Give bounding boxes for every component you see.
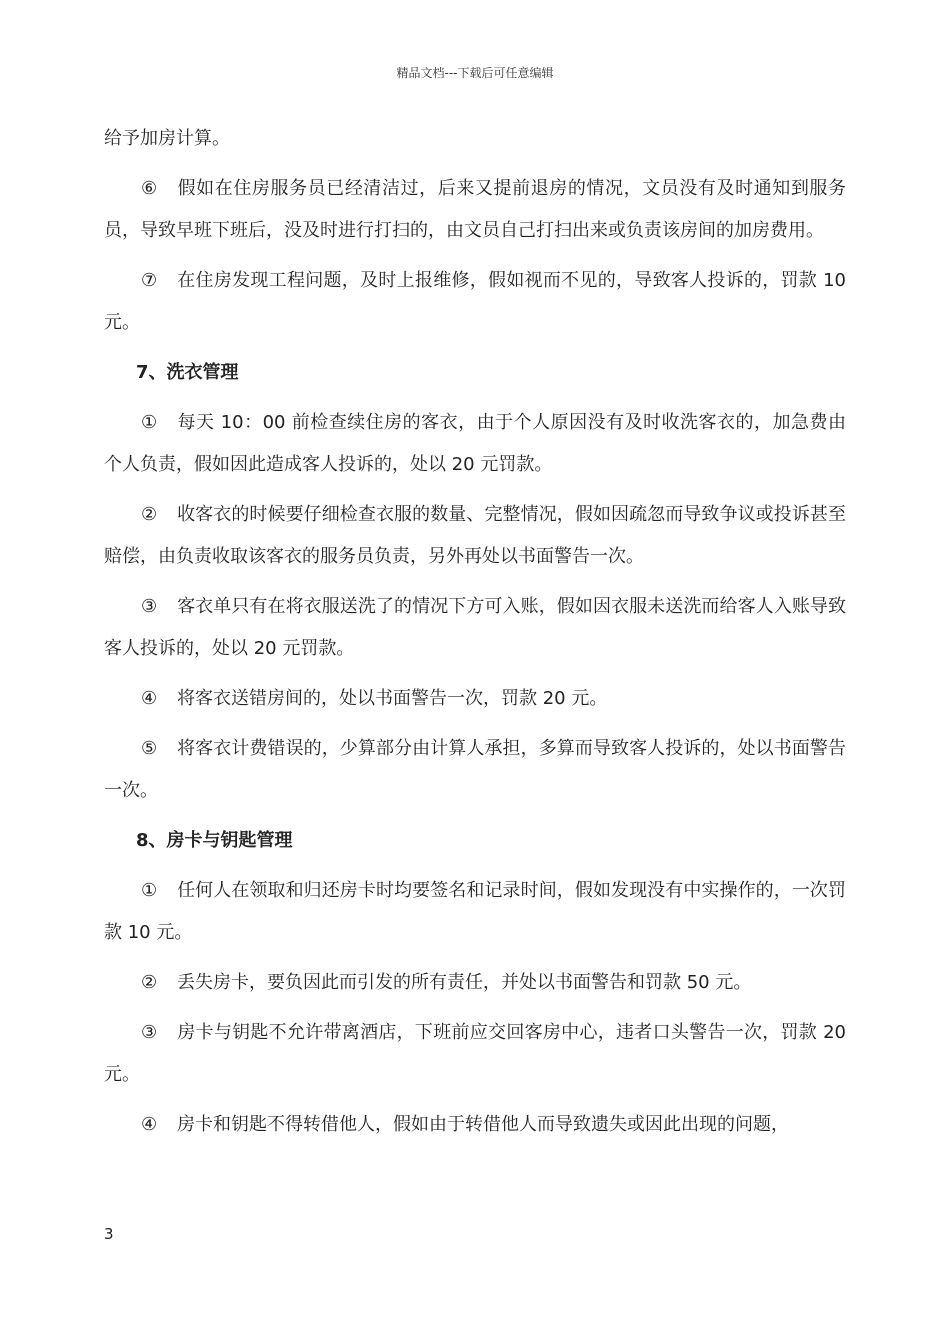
item-text: 将客衣送错房间的，处以书面警告一次，罚款 20 元。	[177, 688, 608, 709]
item-number: ④	[141, 688, 158, 709]
section-heading: 7、洗衣管理	[136, 362, 239, 383]
item-number: ④	[141, 1114, 158, 1135]
item-text: 在住房发现工程问题，及时上报维修，假如视而不见的，导致客人投诉的，罚款 10 元。	[104, 270, 846, 333]
page-header: 精品文档---下载后可任意编辑	[396, 66, 554, 80]
list-item	[104, 260, 846, 344]
item-text: 客衣单只有在将衣服送洗了的情况下方可入账，假如因衣服未送洗而给客人入账导致客人投诉的，处以 20 元罚款。	[104, 596, 846, 659]
list-item	[104, 728, 846, 812]
item-number: ②	[141, 972, 158, 993]
list-item	[104, 402, 846, 486]
item-number: ⑥	[141, 178, 158, 199]
list-item	[104, 494, 846, 578]
list-item	[104, 1012, 846, 1096]
item-number: ③	[141, 1022, 158, 1043]
item-number: ⑤	[141, 738, 158, 759]
item-number: ①	[141, 412, 158, 433]
item-text: 将客衣计费错误的，少算部分由计算人承担，多算而导致客人投诉的，处以书面警告一次。	[104, 738, 846, 801]
item-number: ⑦	[141, 270, 158, 291]
item-number: ②	[141, 504, 158, 525]
list-item	[104, 586, 846, 670]
item-number: ①	[141, 880, 158, 901]
item-text: 房卡和钥匙不得转借他人，假如由于转借他人而导致遗失或因此出现的问题，	[177, 1114, 789, 1135]
item-text: 假如在住房服务员已经清洁过，后来又提前退房的情况，文员没有及时通知到服务员，导致早班下班后，没及时进行打扫的，由文员自己打扫出来或负责该房间的加房费用。	[104, 178, 846, 241]
list-item	[104, 168, 846, 252]
item-number: ③	[141, 596, 158, 617]
item-text: 收客衣的时候要仔细检查衣服的数量、完整情况，假如因疏忽而导致争议或投诉甚至赔偿，由负责收取该客衣的服务员负责，另外再处以书面警告一次。	[104, 504, 846, 567]
document-body	[104, 118, 846, 1154]
paragraph-continuation: 给予加房计算。	[104, 128, 230, 149]
item-text: 房卡与钥匙不允许带离酒店，下班前应交回客房中心，违者口头警告一次，罚款 20 元。	[104, 1022, 846, 1085]
list-item	[104, 1104, 846, 1146]
item-text: 丢失房卡，要负因此而引发的所有责任，并处以书面警告和罚款 50 元。	[177, 972, 752, 993]
section-heading: 8、房卡与钥匙管理	[136, 830, 293, 851]
list-item	[104, 962, 846, 1004]
list-item	[104, 870, 846, 954]
page-number: 3	[104, 1225, 114, 1243]
item-text: 任何人在领取和归还房卡时均要签名和记录时间，假如发现没有中实操作的，一次罚款 10 元。	[104, 880, 846, 943]
list-item	[104, 678, 846, 720]
item-text: 每天 10：00 前检查续住房的客衣，由于个人原因没有及时收洗客衣的，加急费由个人负责，假如因此造成客人投诉的，处以 20 元罚款。	[104, 412, 846, 475]
